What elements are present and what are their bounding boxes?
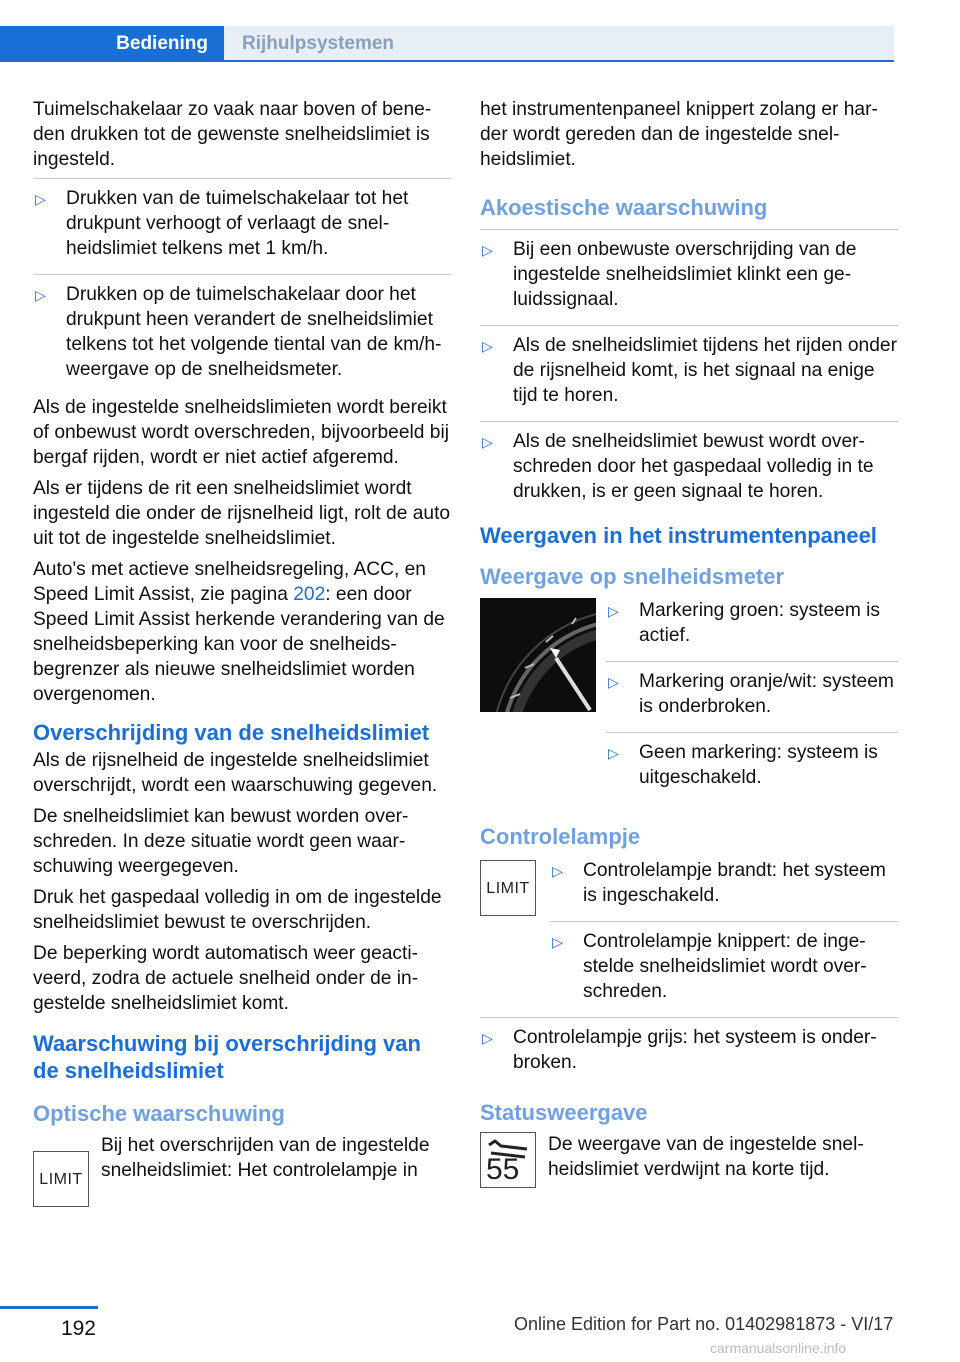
page-link[interactable]: 202 (293, 584, 326, 605)
list-item: ▷ Als de snelheidslimiet bewust wordt overschreden door het gaspedaal volledig in te drukken, is er geen signaal te horen. (480, 421, 898, 510)
list-item: ▷ Bij een onbewuste overschrijding van de ingestelde snelheidslimiet klinkt een geluidssignaal. (480, 229, 898, 318)
footer-edition: Online Edition for Part no. 01402981873 - VI/17 (514, 1314, 894, 1334)
snelheidsmeter-list (606, 598, 898, 803)
paragraph: Als de ingestelde snelheidslimieten wordt bereikt of onbewust wordt overschreden, bijvoorbeeld bij bergaf rijden, wordt er niet actief afgeremd. (33, 397, 449, 468)
list-item: ▷ Drukken van de tuimelschakelaar tot het drukpunt verhoogt of verlaagt de snelheidslimiet telkens met 1 km/h. (33, 178, 451, 267)
optische-text: Bij het overschrijden van de ingestelde snelheidslimiet: Het controlelampje in (101, 1135, 430, 1181)
limit-figure (33, 1133, 89, 1207)
paragraph: Druk het gaspedaal volledig in om de ingestelde snelheidslimiet bewust te overschrijden. (33, 887, 442, 933)
limit-figure (480, 858, 536, 1017)
limit-indicator-icon: LIMIT (480, 860, 536, 916)
speedometer-figure (480, 598, 596, 803)
list-item: ▷ Controlelampje knippert: de ingestelde snelheidslimiet wordt overschreden. (550, 921, 898, 1010)
page-header (0, 0, 960, 62)
controlelampje-block (480, 858, 898, 1017)
heading-weergaven: Weergaven in het instrumentenpaneel (480, 523, 877, 548)
footer-watermark: carmanualsonline.info (710, 1340, 847, 1356)
paragraph: Als de rijsnelheid de ingestelde snelheidslimiet overschrijdt, wordt een waarschuwing gegeven. (33, 750, 438, 796)
bullet-list-akoestisch (480, 229, 898, 510)
optische-waarschuwing-block (33, 1133, 451, 1207)
paragraph: Als er tijdens de rit een snelheidslimiet wordt ingesteld die onder de rijsnelheid ligt, rolt de auto uit tot de ingestelde snelheidslimiet. (33, 478, 451, 549)
triangle-bullet-icon: ▷ (35, 287, 46, 303)
header-divider (0, 60, 894, 62)
heading-snelheidsmeter: Weergave op snelheidsmeter (480, 564, 785, 589)
triangle-bullet-icon: ▷ (608, 674, 619, 690)
triangle-bullet-icon: ▷ (35, 191, 46, 207)
heading-overschrijding: Overschrijding van de snelheidslimiet (33, 720, 430, 745)
triangle-bullet-icon: ▷ (482, 434, 493, 450)
heading-waarschuwing: Waarschuwing bij overschrijding van de snelheidslimiet (33, 1031, 421, 1083)
paragraph: De snelheidslimiet kan bewust worden overschreden. In deze situatie wordt geen waarschuwing weergegeven. (33, 806, 409, 877)
paragraph-page-reference: Auto's met actieve snelheidsregeling, ACC, en Speed Limit Assist, zie pagina 202: een door Speed Limit Assist herkende verandering van de snelheidsbeperking kan voor de snelheidsbegrenzer als nieuwe snelheidslimiet worden overgenomen. (33, 559, 445, 705)
tab-bediening[interactable]: Bediening (0, 26, 224, 61)
bullet-list-grijs (480, 1017, 898, 1081)
triangle-bullet-icon: ▷ (482, 338, 493, 354)
snelheidsmeter-block (480, 598, 898, 803)
right-column (480, 97, 898, 1188)
heading-optische-waarschuwing: Optische waarschuwing (33, 1101, 285, 1126)
triangle-bullet-icon: ▷ (608, 745, 619, 761)
triangle-bullet-icon: ▷ (608, 603, 619, 619)
bullet-list-tuimelschakelaar (33, 178, 451, 388)
triangle-bullet-icon: ▷ (482, 242, 493, 258)
continued-paragraph: het instrumentenpaneel knippert zolang er harder wordt gereden dan de ingestelde snelheidslimiet. (480, 99, 878, 170)
heading-akoestische-waarschuwing: Akoestische waarschuwing (480, 195, 768, 220)
paragraph: De beperking wordt automatisch weer geactiveerd, zodra de actuele snelheid onder de ingestelde snelheidslimiet komt. (33, 943, 419, 1014)
list-item: ▷ Markering oranje/wit: systeem is onderbroken. (606, 661, 898, 725)
limit-indicator-icon: LIMIT (33, 1151, 89, 1207)
page-number: 192 (0, 1306, 98, 1341)
list-item: ▷ Controlelampje brandt: het systeem is ingeschakeld. (552, 860, 886, 906)
speed-limit-55-icon (480, 1132, 536, 1188)
heading-statusweergave: Statusweergave (480, 1100, 648, 1125)
triangle-bullet-icon: ▷ (552, 934, 563, 950)
list-item: ▷ Markering groen: systeem is actief. (608, 600, 880, 646)
list-item: ▷ Drukken op de tuimelschakelaar door het drukpunt heen verandert de snelheidslimiet telkens tot het volgende tiental van de km/h-weergave op de snelheidsmeter. (33, 274, 451, 388)
list-item: ▷ Controlelampje grijs: het systeem is onderbroken. (480, 1017, 898, 1081)
tab-rijhulpsystemen[interactable]: Rijhulpsystemen (224, 26, 894, 61)
list-item: ▷ Als de snelheidslimiet tijdens het rijden onder de rijsnelheid komt, is het signaal na enige tijd te horen. (480, 325, 898, 414)
list-item: ▷ Geen markering: systeem is uitgeschakeld. (606, 732, 898, 796)
status-number: 55 (486, 1153, 520, 1186)
triangle-bullet-icon: ▷ (482, 1030, 493, 1046)
triangle-bullet-icon: ▷ (552, 863, 563, 879)
left-column (33, 97, 451, 1207)
heading-controlelampje: Controlelampje (480, 824, 641, 849)
status-figure (480, 1132, 536, 1188)
speedometer-marking-icon (480, 598, 596, 712)
statusweergave-block (480, 1132, 898, 1188)
intro-paragraph: Tuimelschakelaar zo vaak naar boven of beneden drukken tot de gewenste snelheidslimiet is ingesteld. (33, 99, 432, 170)
status-text: De weergave van de ingestelde snelheidslimiet verdwijnt na korte tijd. (548, 1134, 864, 1180)
